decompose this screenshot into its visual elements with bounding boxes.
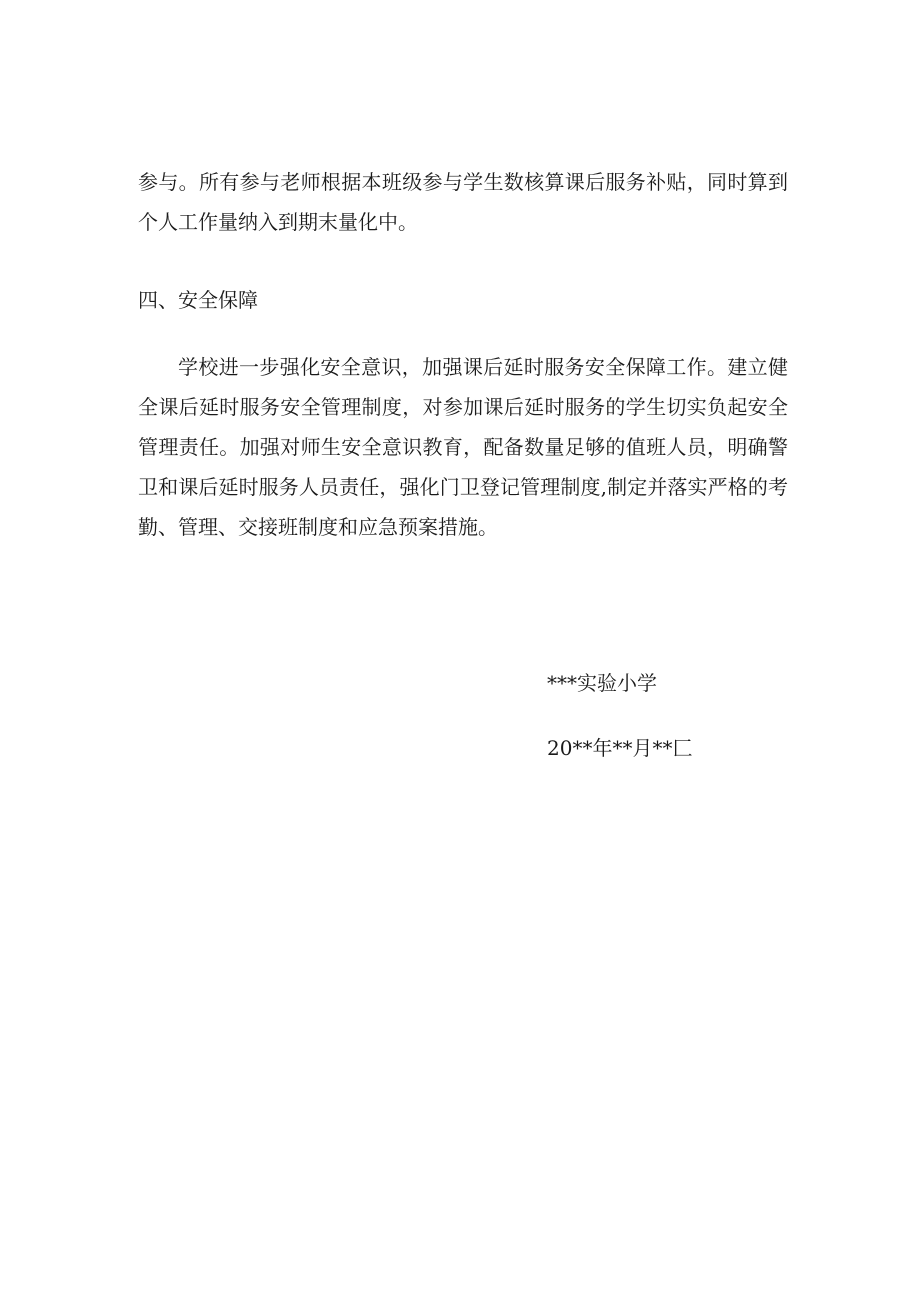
paragraph-subsidy-continued: 参与。所有参与老师根据本班级参与学生数核算课后服务补贴，同时算到个人工作量纳入到期末量化中。 bbox=[138, 170, 788, 234]
section-heading-safety: 四、安全保障 bbox=[138, 288, 258, 312]
paragraph-safety: 学校进一步强化安全意识，加强课后延时服务安全保障工作。建立健全课后延时服务安全管理制度，对参加课后延时服务的学生切实负起安全管理责任。加强对师生安全意识教育，配备数量足够的值班人员，明确警卫和课后延时服务人员责任，强化门卫登记管理制度,制定并落实严格的考勤、管理、交接班制度和应急预案措施。 bbox=[138, 355, 788, 539]
signature-date: 20**年**月**匚 bbox=[547, 736, 693, 760]
signature-organization: ***实验小学 bbox=[547, 671, 657, 695]
